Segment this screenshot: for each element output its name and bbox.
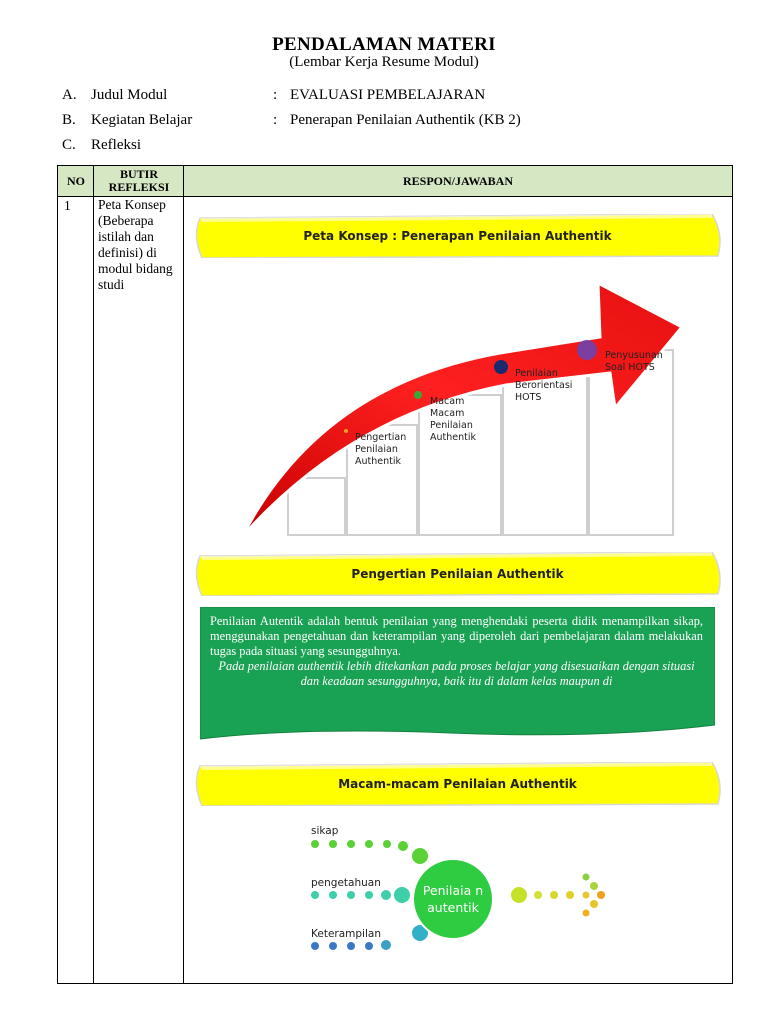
definition-text [210, 614, 703, 689]
info-label: Kegiatan Belajar [91, 112, 193, 128]
step-label: Macam Macam Penilaian Authentik [430, 396, 476, 443]
info-separator: : [273, 87, 278, 103]
row-number: 1 [64, 198, 71, 213]
info-letter: B. [62, 112, 76, 128]
type-label-keterampilan: Keterampilan [311, 928, 381, 940]
header-no: NO [58, 166, 94, 197]
definition-paragraph: Penilaian Autentik adalah bentuk penilaian yang menghendaki peserta didik menampilkan sikap, menggunakan pengetahuan dan keterampilan yang diperoleh dari pembelajaran dalam melakukan tugas pada situasi yang sesungguhnya. [210, 614, 703, 658]
header-butir: BUTIR REFLEKSI [94, 166, 184, 197]
step-box [288, 478, 345, 535]
banner-macam [190, 762, 725, 806]
info-letter: A. [62, 87, 77, 103]
row-butir: Peta Konsep (Beberapa istilah dan definisi) di modul bidang studi [98, 197, 173, 292]
type-label-pengetahuan: pengetahuan [311, 877, 381, 889]
step-dot-icon [577, 340, 597, 360]
page-title: PENDALAMAN MATERI [272, 34, 496, 55]
type-label-sikap: sikap [311, 825, 339, 837]
info-value: Penerapan Penilaian Authentik (KB 2) [290, 112, 521, 128]
column-divider [93, 166, 94, 983]
banner-pengertian [190, 552, 725, 596]
info-letter: C. [62, 137, 76, 153]
step-label: Penilaian Berorientasi HOTS [515, 368, 573, 403]
info-label: Judul Modul [91, 87, 168, 103]
step-label: Penyusunan Soal HOTS [605, 350, 663, 373]
column-divider [183, 166, 184, 983]
definition-paragraph: Pada penilaian authentik lebih ditekankan pada proses belajar yang disesuaikan dengan situasi dan keadaan sesungguhnya, baik itu di dalam kelas maupun di [218, 659, 695, 688]
info-value: EVALUASI PEMBELAJARAN [290, 87, 486, 103]
step-label: Pengertian Penilaian Authentik [355, 432, 407, 467]
banner-peta-konsep [190, 214, 725, 258]
pengetahuan-node-icon [394, 887, 410, 903]
step-dot-icon [344, 429, 348, 433]
center-label: Penilaia n autentik [422, 883, 484, 915]
info-separator: : [273, 112, 278, 128]
info-label: Refleksi [91, 137, 141, 153]
banner-label: Macam-macam Penilaian Authentik [338, 777, 577, 791]
step-dot-icon [494, 360, 508, 374]
header-respon: RESPON/JAWABAN [184, 166, 732, 197]
page-subtitle: (Lembar Kerja Resume Modul) [289, 54, 479, 70]
banner-label: Pengertian Penilaian Authentik [351, 567, 564, 581]
step-dot-icon [414, 391, 422, 399]
banner-label: Peta Konsep : Penerapan Penilaian Authentik [303, 229, 612, 243]
